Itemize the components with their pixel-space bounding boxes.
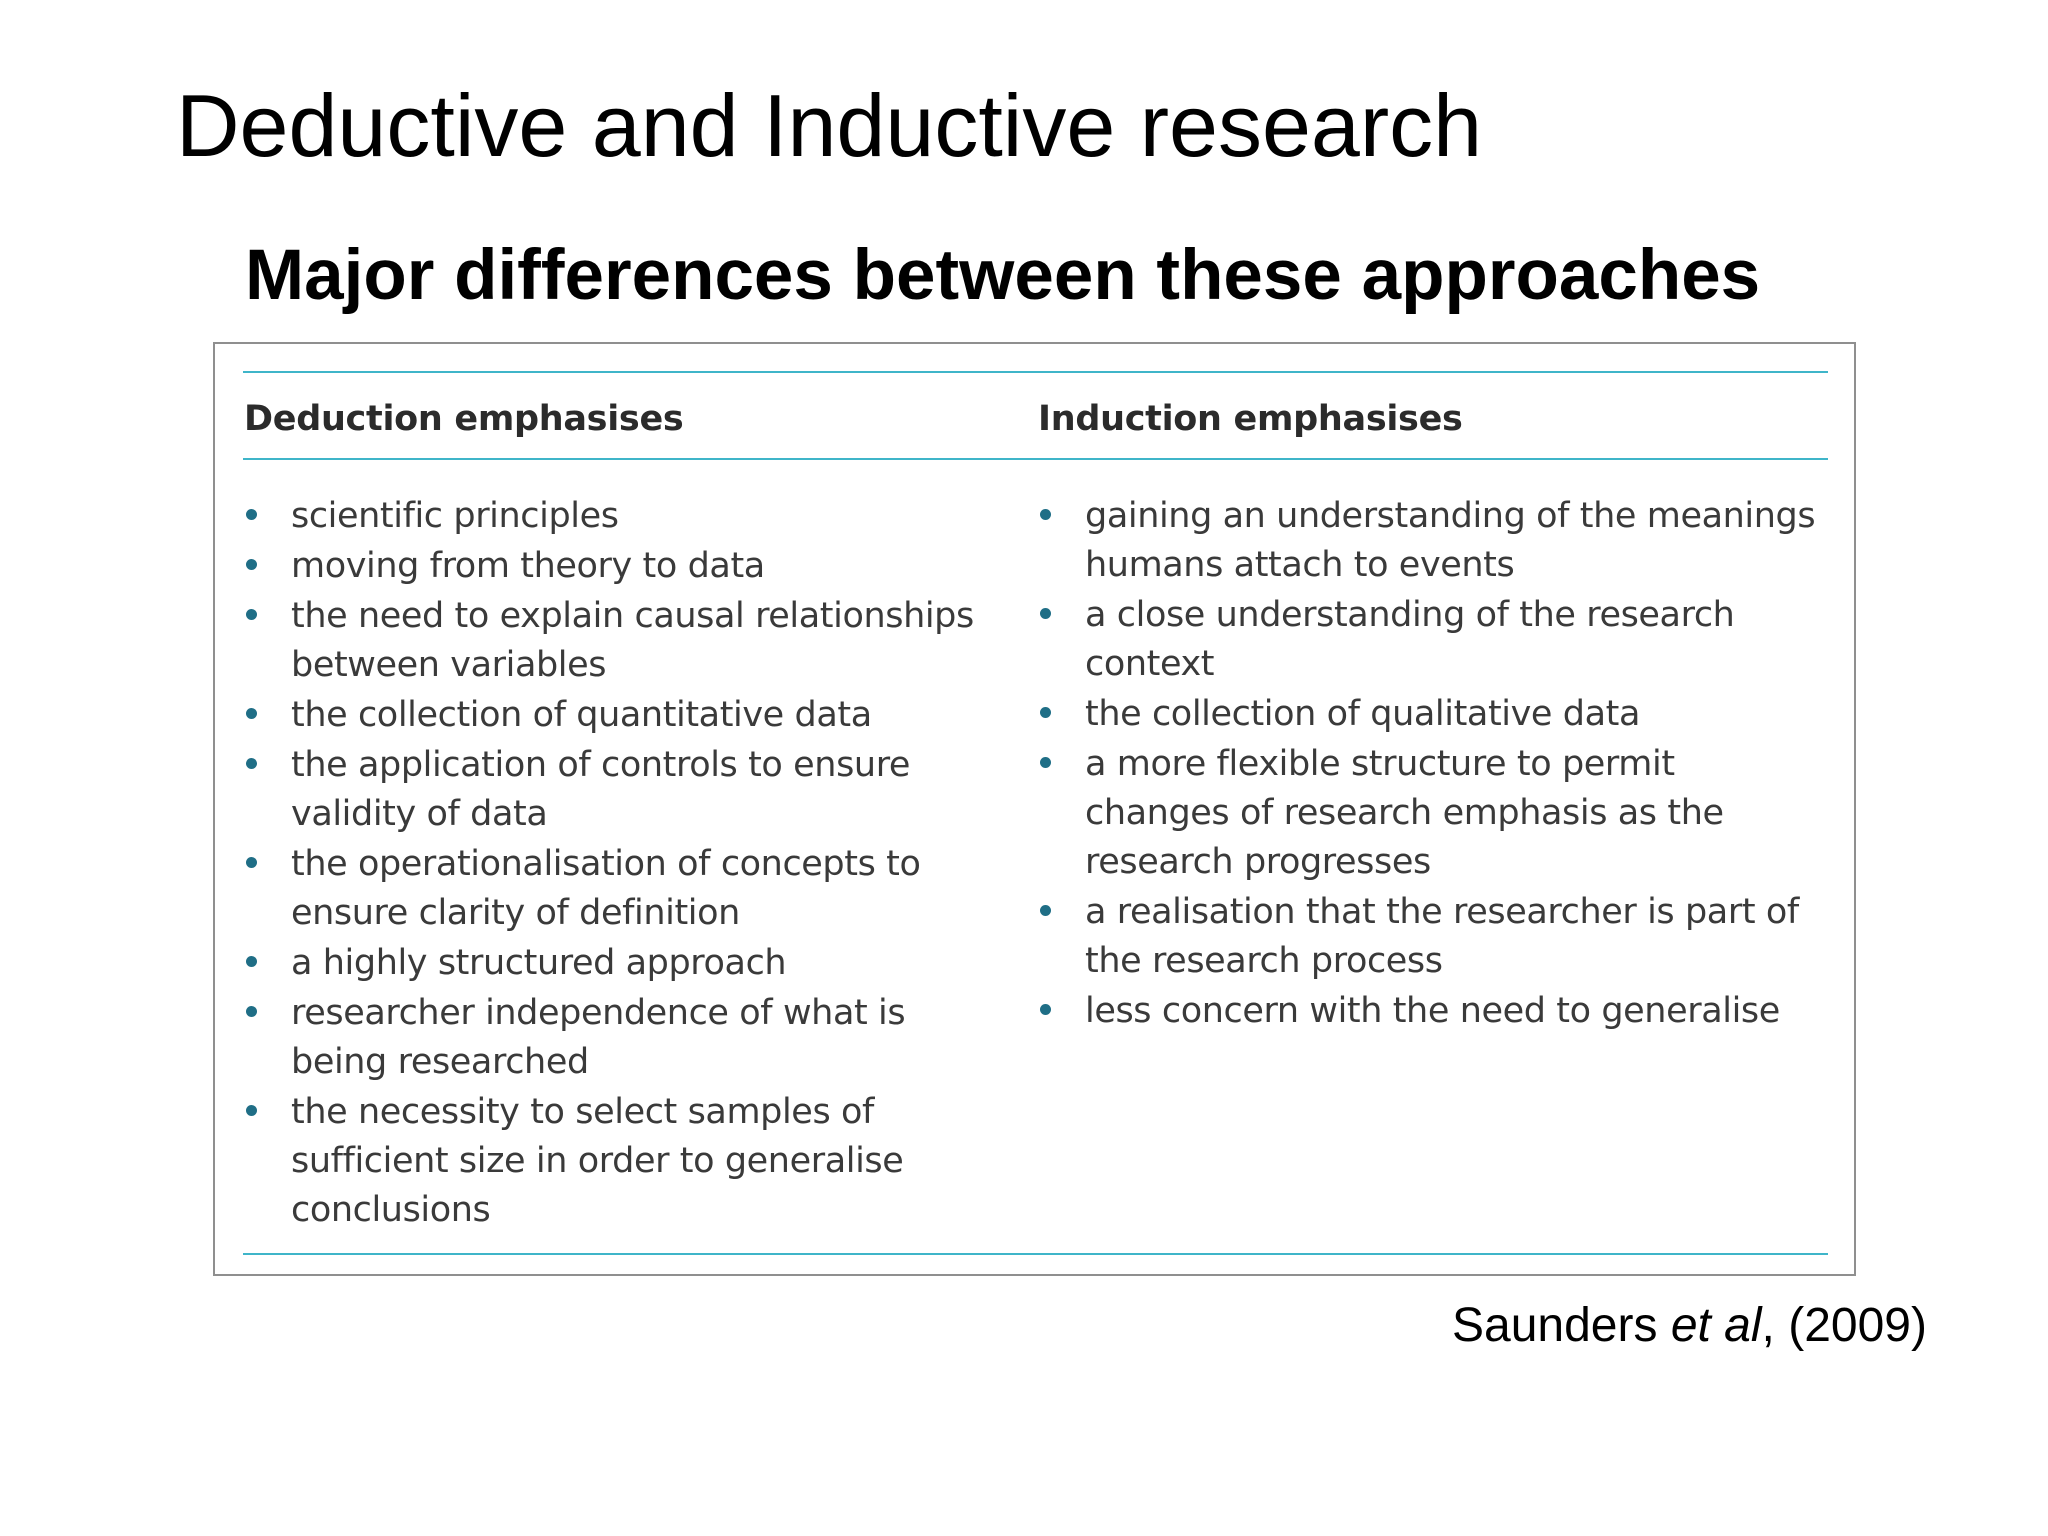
bullet-icon <box>246 758 257 769</box>
list-item <box>244 939 974 988</box>
table-top-rule <box>243 371 1828 373</box>
list-item <box>244 542 974 591</box>
bullet-icon <box>246 956 257 967</box>
citation-authors: Saunders <box>1452 1299 1671 1352</box>
bullet-icon <box>1040 1004 1051 1015</box>
bullet-icon <box>1040 757 1051 768</box>
list-item-text: the necessity to select samples of sufficient size in order to generalise conclusions <box>291 1092 904 1230</box>
bullet-icon <box>1040 905 1051 916</box>
list-item-text: the collection of quantitative data <box>291 695 872 735</box>
list-item <box>1038 888 1828 986</box>
bullet-icon <box>246 708 257 719</box>
list-item-text: a more flexible structure to permit changes of research emphasis as the research progresses <box>1085 744 1724 882</box>
bullet-icon <box>1040 707 1051 718</box>
table-bottom-rule <box>243 1253 1828 1255</box>
bullet-icon <box>246 1105 257 1116</box>
list-item <box>1038 591 1828 689</box>
citation-et-al: et al <box>1670 1299 1762 1352</box>
bullet-icon <box>1040 509 1051 520</box>
induction-header: Induction emphasises <box>1038 399 1463 439</box>
list-item <box>244 989 974 1087</box>
list-item-text: the need to explain causal relationships between variables <box>291 596 974 685</box>
list-item-text: a realisation that the researcher is part of the research process <box>1085 892 1799 981</box>
list-item-text: gaining an understanding of the meanings humans attach to events <box>1085 496 1816 585</box>
list-item-text: the application of controls to ensure validity of data <box>291 745 911 834</box>
list-item-text: less concern with the need to generalise <box>1085 991 1780 1031</box>
list-item-text: researcher independence of what is being researched <box>291 993 906 1082</box>
list-item <box>1038 690 1828 739</box>
list-item <box>244 691 974 740</box>
deduction-list <box>244 492 974 1236</box>
citation-year: , (2009) <box>1761 1299 1927 1352</box>
list-item <box>244 492 974 541</box>
citation <box>1452 1299 1927 1352</box>
bullet-icon <box>246 509 257 520</box>
list-item <box>1038 492 1828 590</box>
list-item <box>244 741 974 839</box>
deduction-header: Deduction emphasises <box>244 399 684 439</box>
list-item <box>1038 987 1828 1036</box>
comparison-table <box>213 342 1856 1276</box>
list-item-text: a close understanding of the research context <box>1085 595 1735 684</box>
bullet-icon <box>246 857 257 868</box>
induction-list <box>1038 492 1828 1037</box>
list-item <box>1038 740 1828 887</box>
list-item <box>244 840 974 938</box>
slide-subtitle: Major differences between these approaches <box>245 236 1761 315</box>
bullet-icon <box>1040 608 1051 619</box>
bullet-icon <box>246 559 257 570</box>
list-item-text: a highly structured approach <box>291 943 787 983</box>
bullet-icon <box>246 1006 257 1017</box>
list-item <box>244 1088 974 1235</box>
list-item <box>244 592 974 690</box>
list-item-text: the operationalisation of concepts to ensure clarity of definition <box>291 844 921 933</box>
list-item-text: the collection of qualitative data <box>1085 694 1640 734</box>
list-item-text: scientific principles <box>291 496 619 536</box>
bullet-icon <box>246 609 257 620</box>
slide-title: Deductive and Inductive research <box>176 76 1483 175</box>
list-item-text: moving from theory to data <box>291 546 765 586</box>
table-header-rule <box>243 458 1828 460</box>
